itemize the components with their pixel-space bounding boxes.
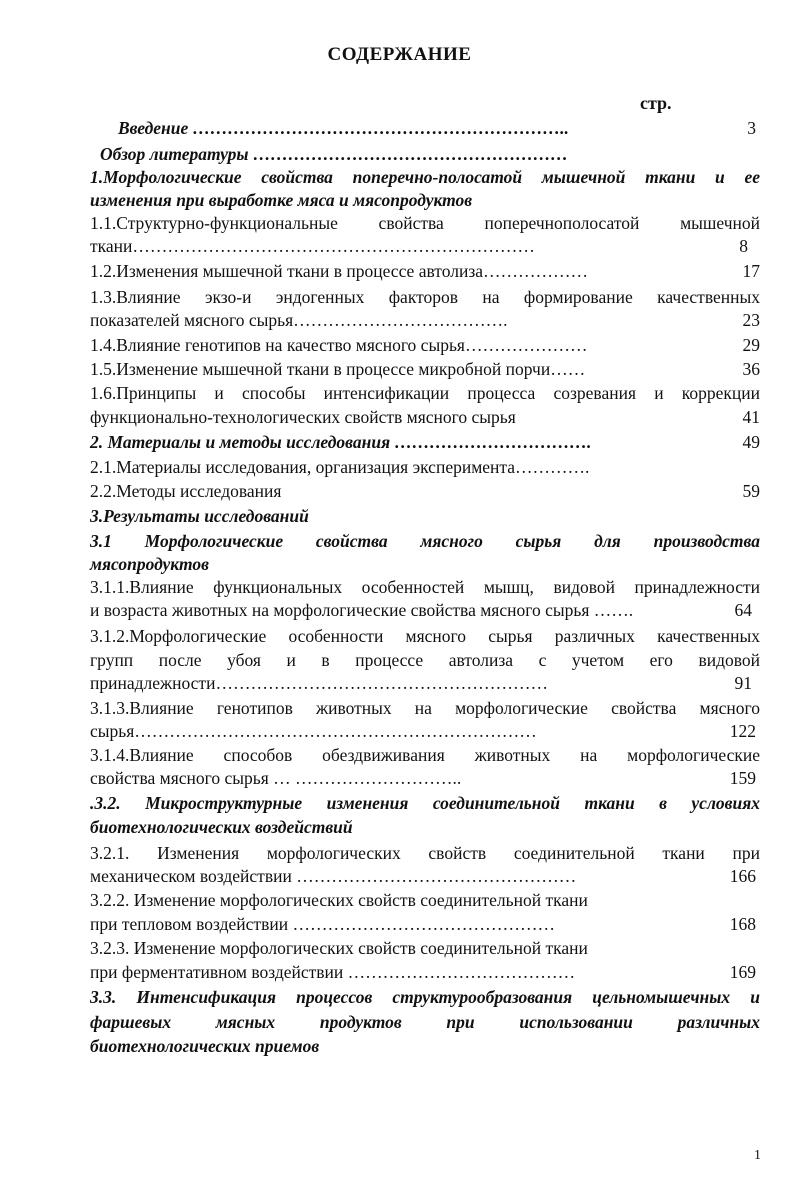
toc-entry-1-2: 1.2.Изменения мышечной ткани в процессе автолиза………………	[90, 261, 589, 281]
toc-entry-1-5: 1.5.Изменение мышечной ткани в процессе микробной порчи……	[90, 359, 586, 379]
toc-entry-2: 2. Материалы и методы исследования …………………………….	[90, 432, 592, 452]
toc-entry-1	[90, 166, 760, 189]
toc-page: 36	[742, 359, 760, 379]
toc-page: 169	[729, 962, 756, 982]
toc-entry-1-3	[90, 286, 760, 309]
toc-line: групп после убоя и в процессе автолиза с учетом его видовой	[90, 650, 760, 670]
toc-line: 3.1.4.Влияние способов обездвиживания животных на морфологические	[90, 745, 760, 765]
toc-entry-3: 3.Результаты исследований	[90, 506, 309, 526]
toc-entry-1-1	[90, 212, 760, 235]
toc-entry-3-1-1	[90, 576, 760, 599]
toc-line: 3.1.2.Морфологические особенности мясного сырья различных качественных	[90, 626, 760, 646]
toc-page: 122	[729, 721, 756, 741]
toc-entry-literature: Обзор литературы ………………………………………………	[100, 144, 568, 164]
toc-page: 91	[734, 673, 752, 693]
toc-entry-3-1-2	[90, 625, 760, 648]
toc-line: 1.Морфологические свойства поперечно-полосатой мышечной ткани и ее	[90, 167, 760, 187]
toc-line: при ферментативном воздействии …………………………………	[90, 962, 576, 982]
toc-page: 59	[742, 481, 760, 501]
toc-page: 3	[747, 118, 756, 138]
toc-line: мясопродуктов	[90, 554, 209, 574]
toc-page: 8	[739, 236, 748, 256]
toc-entry-1-4: 1.4.Влияние генотипов на качество мясного сырья…………………	[90, 335, 588, 355]
toc-line: и возраста животных на морфологические свойства мясного сырья …….	[90, 600, 634, 620]
toc-entry-3-3	[90, 986, 760, 1009]
toc-line: 1.3.Влияние экзо-и эндогенных факторов на формирование качественных	[90, 287, 760, 307]
toc-page: 168	[729, 914, 756, 934]
toc-line: при тепловом воздействии ………………………………………	[90, 914, 555, 934]
toc-page: 29	[742, 335, 760, 355]
toc-page: 159	[729, 768, 756, 788]
toc-entry-3-1-2-line2	[90, 649, 760, 672]
toc-line: .3.2. Микроструктурные изменения соединительной ткани в условиях	[90, 793, 760, 813]
toc-page: 17	[742, 261, 760, 281]
toc-line: биотехнологических приемов	[90, 1036, 320, 1056]
toc-entry-3-1	[90, 530, 760, 553]
toc-entry-3-1-3	[90, 697, 760, 720]
toc-page: 49	[742, 432, 760, 452]
toc-line: биотехнологических воздействий	[90, 817, 353, 837]
toc-line: механическом воздействии …………………………………………	[90, 866, 577, 886]
toc-line: принадлежности…………………………………………………	[90, 673, 548, 693]
toc-entry-2-2: 2.2.Методы исследования	[90, 481, 282, 501]
toc-entry-1-6	[90, 382, 760, 405]
toc-entry-3-2-2: 3.2.2. Изменение морфологических свойств соединительной ткани	[90, 890, 588, 910]
toc-line: сырья……………………………………………………………	[90, 721, 537, 741]
toc-entry-3-2-3: 3.2.3. Изменение морфологических свойств соединительной ткани	[90, 938, 588, 958]
toc-line: 3.1 Морфологические свойства мясного сырья для производства	[90, 531, 760, 551]
page-title: СОДЕРЖАНИЕ	[327, 44, 472, 65]
toc-entry-2-1: 2.1.Материалы исследования, организация эксперимента………….	[90, 457, 590, 477]
toc-entry-introduction: Введение ………………………………………………………..	[118, 118, 569, 138]
toc-line: 3.2.1. Изменения морфологических свойств соединительной ткани при	[90, 843, 760, 863]
toc-line: изменения при выработке мяса и мясопродуктов	[90, 190, 473, 210]
toc-page: 166	[729, 866, 756, 886]
toc-page: 23	[742, 310, 760, 330]
toc-line: 1.6.Принципы и способы интенсификации процесса созревания и коррекции	[90, 383, 760, 403]
toc-line: 1.1.Структурно-функциональные свойства поперечнополосатой мышечной	[90, 213, 760, 233]
toc-line: функционально-технологических свойств мясного сырья	[90, 407, 516, 427]
page-column-label: стр.	[640, 93, 672, 113]
toc-entry-3-1-4	[90, 744, 760, 767]
toc-line: свойства мясного сырья … ………………………..	[90, 768, 462, 788]
toc-entry-3-3-line2	[90, 1011, 760, 1034]
toc-line: 3.3. Интенсификация процессов структурообразования цельномышечных и	[90, 987, 760, 1007]
page-number: 1	[754, 1148, 761, 1163]
toc-line: показателей мясного сырья……………………………….	[90, 310, 508, 330]
toc-line: 3.1.3.Влияние генотипов животных на морфологические свойства мясного	[90, 698, 760, 718]
toc-entry-3-2	[90, 792, 760, 815]
toc-line: ткани……………………………………………………………	[90, 236, 535, 256]
toc-line: фаршевых мясных продуктов при использовании различных	[90, 1012, 760, 1032]
toc-page: 64	[734, 600, 752, 620]
toc-entry-3-2-1	[90, 842, 760, 865]
toc-page: 41	[742, 407, 760, 427]
toc-line: 3.1.1.Влияние функциональных особенностей мышц, видовой принадлежности	[90, 577, 760, 597]
